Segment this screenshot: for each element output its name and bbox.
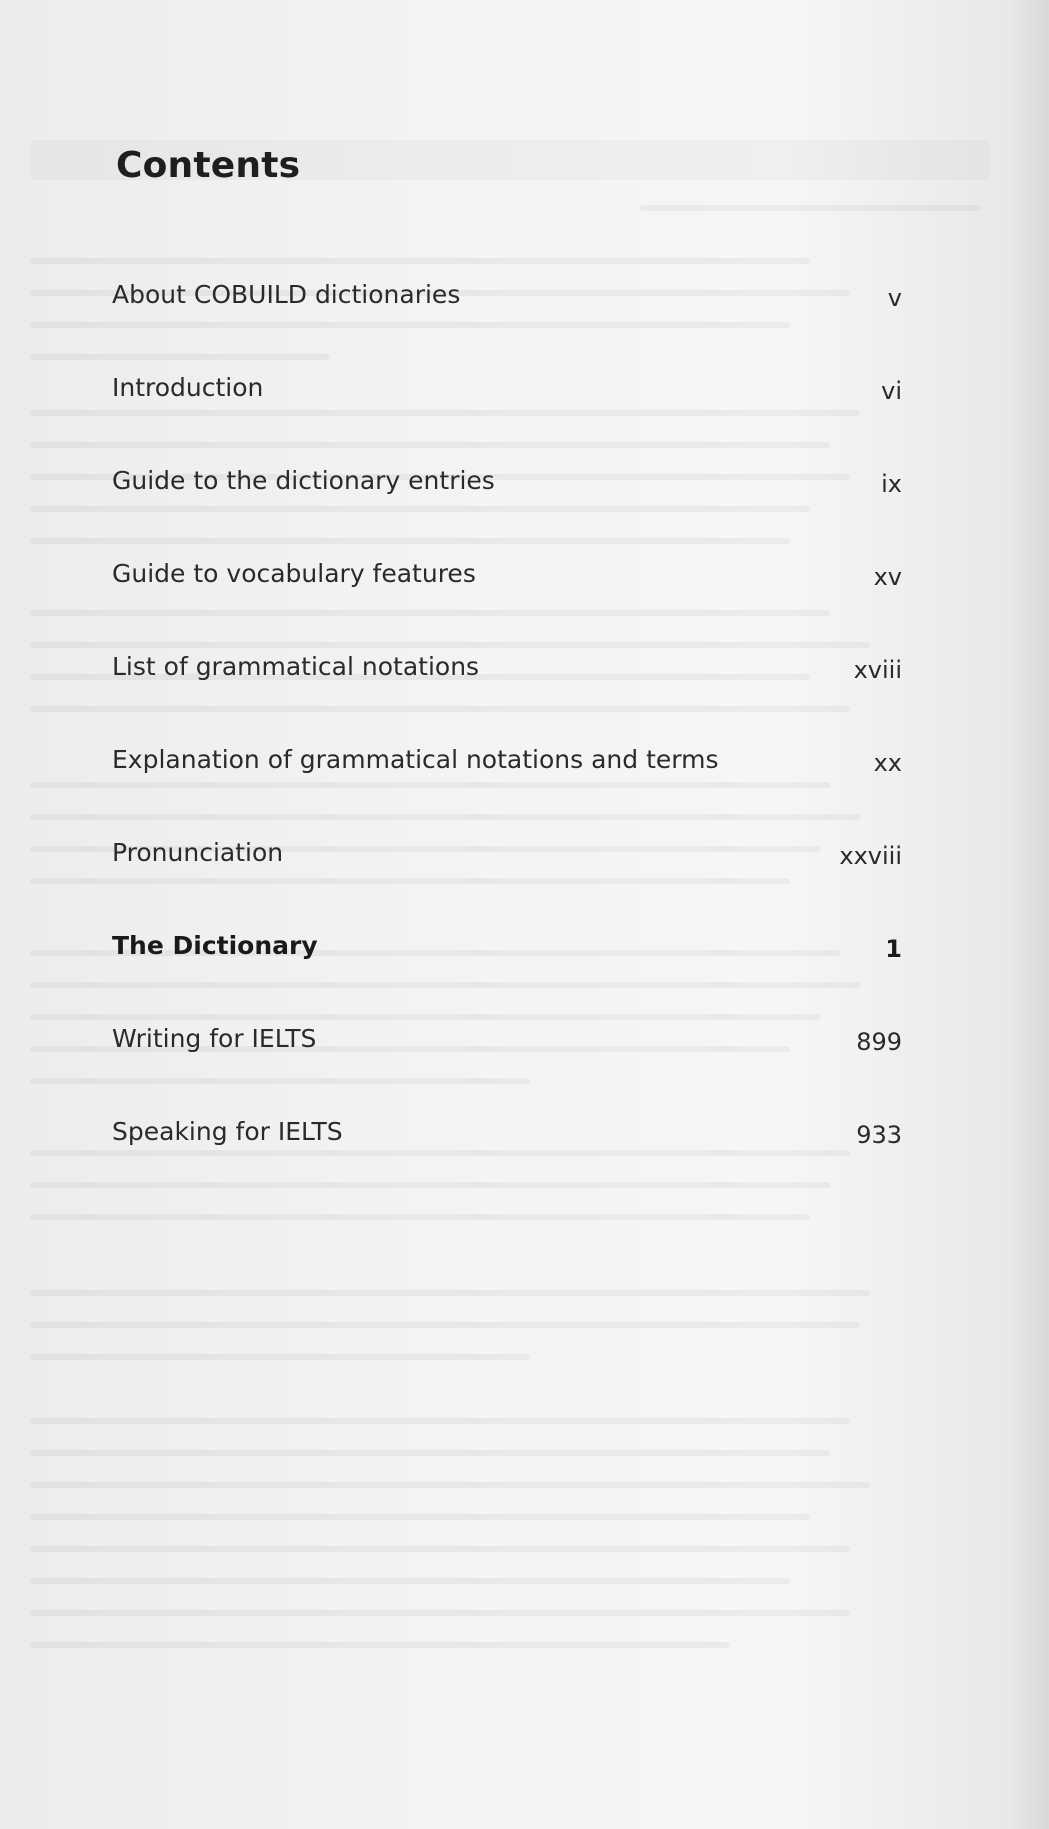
toc-entry[interactable]	[112, 838, 902, 878]
toc-entry-page-number: xxviii	[839, 842, 902, 870]
toc-entry-page-number: 899	[856, 1028, 902, 1056]
toc-entry-page-number: xviii	[853, 656, 902, 684]
toc-entry[interactable]	[112, 466, 902, 506]
toc-entry-label: The Dictionary	[112, 931, 318, 960]
toc-entry[interactable]	[112, 373, 902, 413]
toc-entry-page-number: v	[887, 284, 902, 312]
toc-entry[interactable]	[112, 559, 902, 599]
toc-entry-label: Writing for IELTS	[112, 1024, 317, 1053]
toc-entry-page-number: xx	[873, 749, 902, 777]
toc-entry-label: List of grammatical notations	[112, 652, 480, 681]
toc-entry[interactable]	[112, 1117, 902, 1157]
toc-entry[interactable]	[112, 1024, 902, 1064]
toc-entry-page-number: vi	[881, 377, 902, 405]
toc-entry-label: Speaking for IELTS	[112, 1117, 343, 1146]
toc-entry-label: Explanation of grammatical notations and terms	[112, 745, 719, 774]
toc-entry-label: Introduction	[112, 373, 264, 402]
toc-entry-page-number: xv	[873, 563, 902, 591]
toc-entry-label: Guide to vocabulary features	[112, 559, 476, 588]
toc-entry[interactable]	[112, 931, 902, 971]
toc-entry-page-number: 1	[885, 935, 902, 963]
page-title: Contents	[116, 145, 301, 186]
toc-entry[interactable]	[112, 280, 902, 320]
toc-entry-page-number: ix	[881, 470, 902, 498]
toc-entry[interactable]	[112, 652, 902, 692]
toc-entry[interactable]	[112, 745, 902, 785]
toc-entry-label: Guide to the dictionary entries	[112, 466, 495, 495]
toc-entry-label: Pronunciation	[112, 838, 284, 867]
toc-entry-page-number: 933	[856, 1121, 902, 1149]
toc-entry-label: About COBUILD dictionaries	[112, 280, 461, 309]
